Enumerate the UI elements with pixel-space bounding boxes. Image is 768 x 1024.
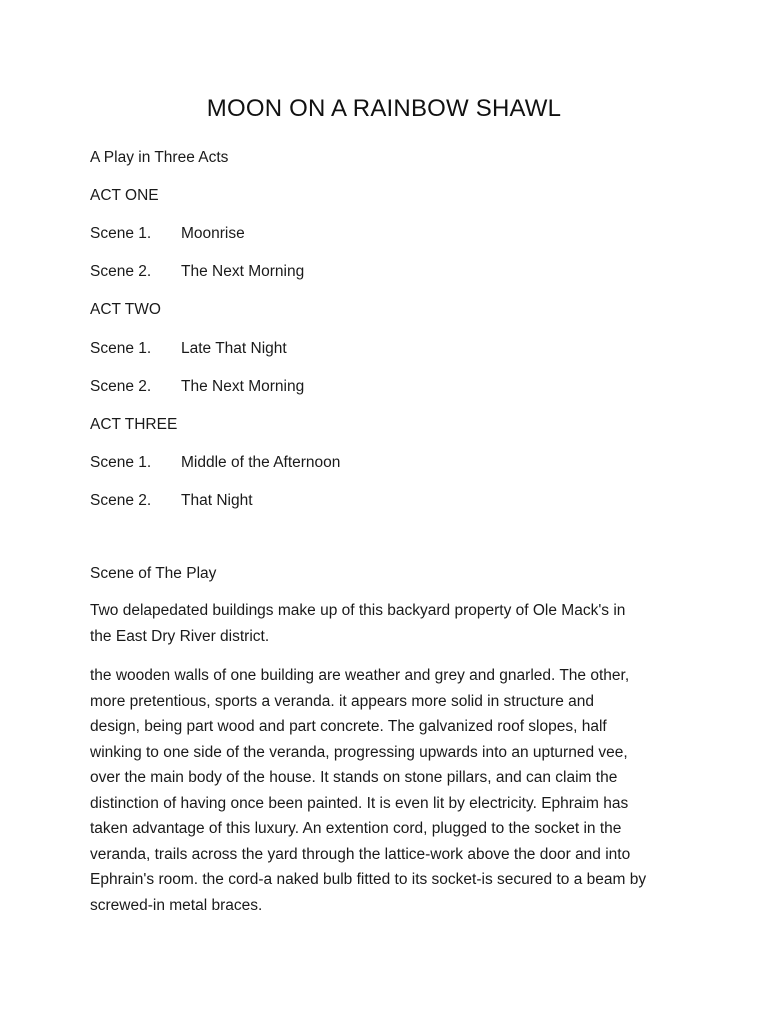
scene-title: The Next Morning — [181, 263, 305, 280]
body-paragraph: the wooden walls of one building are weather and grey and gnarled. The other, more pretentious, sports a veranda. it appears more solid in structure and design, being part wood and part concrete. The galvanized roof slopes, half winking to one side of the veranda, progressing upwards into an upturned vee, over the main body of the house. It stands on stone pillars, and can claim the distinction of having once been painted. It is even lit by electricity. Ephraim has taken advantage of this luxury. An extention cord, plugged to the socket in the veranda, trails across the yard through the lattice-work above the door and into Ephrain's room. the cord-a naked bulb fitted to its socket-is secured to a beam by screwed-in metal braces. — [90, 667, 647, 914]
scene-entry — [90, 339, 287, 359]
scene-title: That Night — [181, 492, 253, 509]
scene-number: Scene 1. — [90, 225, 152, 242]
scene-number: Scene 1. — [90, 340, 152, 357]
play-subtitle: A Play in Three Acts — [90, 149, 229, 166]
act-heading: ACT ONE — [90, 187, 159, 204]
scene-number: Scene 2. — [90, 263, 152, 280]
scene-entry — [90, 491, 253, 511]
act-heading: ACT THREE — [90, 416, 178, 433]
scene-entry — [90, 224, 245, 244]
scene-number: Scene 2. — [90, 492, 152, 509]
act-heading: ACT TWO — [90, 301, 161, 318]
scene-entry — [90, 262, 304, 282]
scene-number: Scene 1. — [90, 454, 152, 471]
play-title: MOON ON A RAINBOW SHAWL — [206, 95, 562, 122]
body-paragraph: Two delapedated buildings make up of this backyard property of Ole Mack's in the East Dry River district. — [90, 602, 626, 645]
scene-title: Middle of the Afternoon — [181, 454, 341, 471]
scene-title: Late That Night — [181, 340, 287, 357]
section-heading: Scene of The Play — [90, 565, 217, 582]
scene-entry — [90, 377, 304, 397]
scene-number: Scene 2. — [90, 378, 152, 395]
scene-entry — [90, 453, 340, 473]
scene-title: The Next Morning — [181, 378, 305, 395]
scene-title: Moonrise — [181, 225, 245, 242]
